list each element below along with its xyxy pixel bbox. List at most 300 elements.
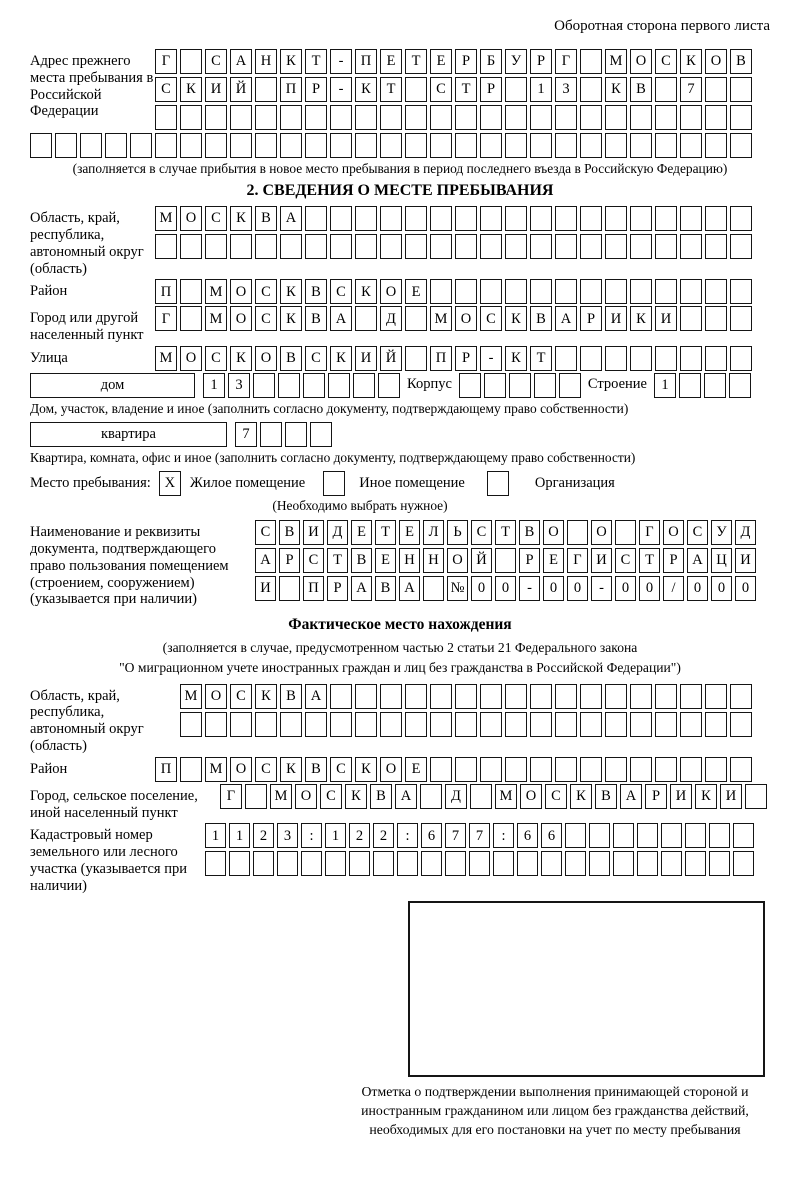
char-box[interactable]: В — [370, 784, 392, 809]
char-box[interactable] — [580, 49, 602, 74]
char-box[interactable]: А — [687, 548, 708, 573]
char-box[interactable] — [680, 346, 702, 371]
char-box[interactable] — [729, 373, 751, 398]
char-box[interactable] — [305, 206, 327, 231]
char-box[interactable] — [455, 133, 477, 158]
char-box[interactable] — [480, 712, 502, 737]
char-box[interactable]: С — [320, 784, 342, 809]
char-box[interactable]: И — [355, 346, 377, 371]
char-box[interactable]: К — [255, 684, 277, 709]
char-box[interactable] — [205, 851, 226, 876]
char-box[interactable]: 2 — [373, 823, 394, 848]
char-box[interactable]: : — [301, 823, 322, 848]
char-box[interactable] — [655, 757, 677, 782]
char-box[interactable] — [255, 133, 277, 158]
char-box[interactable] — [455, 206, 477, 231]
char-box[interactable] — [630, 279, 652, 304]
char-box[interactable] — [505, 279, 527, 304]
char-box[interactable] — [495, 548, 516, 573]
char-box[interactable] — [630, 684, 652, 709]
char-box[interactable] — [505, 757, 527, 782]
char-box[interactable]: М — [155, 206, 177, 231]
char-box[interactable]: С — [471, 520, 492, 545]
char-box[interactable] — [580, 234, 602, 259]
char-box[interactable] — [580, 77, 602, 102]
char-box[interactable] — [613, 851, 634, 876]
char-box[interactable] — [505, 206, 527, 231]
char-box[interactable] — [555, 234, 577, 259]
char-box[interactable] — [589, 823, 610, 848]
char-box[interactable] — [430, 234, 452, 259]
char-box[interactable]: С — [255, 279, 277, 304]
char-box[interactable] — [278, 373, 300, 398]
char-box[interactable] — [353, 373, 375, 398]
char-box[interactable] — [705, 279, 727, 304]
char-box[interactable] — [730, 234, 752, 259]
char-box[interactable] — [455, 234, 477, 259]
char-box[interactable]: 7 — [235, 422, 257, 447]
char-box[interactable] — [180, 757, 202, 782]
char-box[interactable]: : — [397, 823, 418, 848]
char-box[interactable]: С — [205, 49, 227, 74]
char-box[interactable]: П — [355, 49, 377, 74]
char-box[interactable] — [655, 105, 677, 130]
char-box[interactable]: П — [303, 576, 324, 601]
char-box[interactable] — [555, 133, 577, 158]
char-box[interactable]: Г — [555, 49, 577, 74]
char-box[interactable]: Р — [279, 548, 300, 573]
char-box[interactable] — [733, 823, 754, 848]
char-box[interactable]: М — [205, 279, 227, 304]
char-box[interactable]: Д — [327, 520, 348, 545]
char-box[interactable]: К — [680, 49, 702, 74]
char-box[interactable] — [253, 373, 275, 398]
char-box[interactable] — [580, 346, 602, 371]
char-box[interactable] — [180, 279, 202, 304]
char-box[interactable] — [330, 206, 352, 231]
char-box[interactable]: О — [447, 548, 468, 573]
char-box[interactable]: О — [380, 279, 402, 304]
char-box[interactable]: И — [205, 77, 227, 102]
char-box[interactable] — [480, 133, 502, 158]
char-box[interactable]: Р — [645, 784, 667, 809]
char-box[interactable] — [730, 306, 752, 331]
char-box[interactable] — [505, 77, 527, 102]
char-box[interactable]: - — [330, 77, 352, 102]
char-box[interactable]: У — [711, 520, 732, 545]
char-box[interactable]: Т — [380, 77, 402, 102]
char-box[interactable] — [255, 77, 277, 102]
char-box[interactable]: 0 — [615, 576, 636, 601]
char-box[interactable] — [605, 206, 627, 231]
char-box[interactable] — [355, 105, 377, 130]
char-box[interactable] — [730, 77, 752, 102]
char-box[interactable] — [530, 133, 552, 158]
char-box[interactable]: А — [395, 784, 417, 809]
char-box[interactable] — [655, 133, 677, 158]
char-box[interactable]: Т — [639, 548, 660, 573]
char-box[interactable]: 3 — [555, 77, 577, 102]
char-box[interactable] — [680, 712, 702, 737]
char-box[interactable]: И — [735, 548, 756, 573]
char-box[interactable]: К — [605, 77, 627, 102]
char-box[interactable] — [355, 133, 377, 158]
house-type-box[interactable]: дом — [30, 373, 195, 398]
char-box[interactable] — [541, 851, 562, 876]
char-box[interactable] — [230, 133, 252, 158]
char-box[interactable]: К — [505, 346, 527, 371]
char-box[interactable]: : — [493, 823, 514, 848]
char-box[interactable] — [328, 373, 350, 398]
char-box[interactable]: У — [505, 49, 527, 74]
char-box[interactable] — [480, 279, 502, 304]
char-box[interactable] — [530, 234, 552, 259]
char-box[interactable]: М — [205, 757, 227, 782]
char-box[interactable]: Е — [375, 548, 396, 573]
char-box[interactable]: К — [355, 77, 377, 102]
char-box[interactable]: Р — [663, 548, 684, 573]
char-box[interactable]: К — [180, 77, 202, 102]
char-box[interactable] — [480, 206, 502, 231]
char-box[interactable] — [555, 346, 577, 371]
char-box[interactable] — [430, 279, 452, 304]
char-box[interactable] — [423, 576, 444, 601]
char-box[interactable]: - — [519, 576, 540, 601]
char-box[interactable] — [567, 520, 588, 545]
char-box[interactable] — [709, 823, 730, 848]
char-box[interactable] — [555, 206, 577, 231]
char-box[interactable]: В — [255, 206, 277, 231]
char-box[interactable]: Т — [495, 520, 516, 545]
char-box[interactable] — [745, 784, 767, 809]
char-box[interactable] — [655, 77, 677, 102]
char-box[interactable] — [630, 712, 652, 737]
char-box[interactable]: О — [630, 49, 652, 74]
char-box[interactable] — [330, 105, 352, 130]
char-box[interactable]: - — [330, 49, 352, 74]
char-box[interactable]: К — [280, 49, 302, 74]
char-box[interactable] — [280, 133, 302, 158]
char-box[interactable]: К — [630, 306, 652, 331]
char-box[interactable]: 0 — [543, 576, 564, 601]
char-box[interactable] — [530, 206, 552, 231]
char-box[interactable]: В — [280, 684, 302, 709]
char-box[interactable]: К — [230, 206, 252, 231]
char-box[interactable] — [705, 206, 727, 231]
char-box[interactable] — [685, 823, 706, 848]
char-box[interactable]: И — [655, 306, 677, 331]
char-box[interactable]: К — [345, 784, 367, 809]
char-box[interactable]: Й — [380, 346, 402, 371]
char-box[interactable] — [680, 105, 702, 130]
char-box[interactable]: Ь — [447, 520, 468, 545]
char-box[interactable]: С — [155, 77, 177, 102]
char-box[interactable] — [405, 206, 427, 231]
char-box[interactable] — [480, 234, 502, 259]
char-box[interactable]: С — [230, 684, 252, 709]
char-box[interactable]: И — [670, 784, 692, 809]
char-box[interactable] — [301, 851, 322, 876]
char-box[interactable] — [505, 105, 527, 130]
char-box[interactable] — [253, 851, 274, 876]
char-box[interactable] — [704, 373, 726, 398]
char-box[interactable]: О — [663, 520, 684, 545]
char-box[interactable] — [661, 851, 682, 876]
char-box[interactable] — [661, 823, 682, 848]
char-box[interactable] — [405, 105, 427, 130]
char-box[interactable] — [305, 712, 327, 737]
char-box[interactable] — [180, 234, 202, 259]
char-box[interactable] — [405, 684, 427, 709]
char-box[interactable]: 0 — [639, 576, 660, 601]
char-box[interactable] — [630, 346, 652, 371]
char-box[interactable]: 1 — [229, 823, 250, 848]
char-box[interactable] — [505, 712, 527, 737]
char-box[interactable]: П — [280, 77, 302, 102]
char-box[interactable] — [405, 306, 427, 331]
char-box[interactable]: М — [430, 306, 452, 331]
char-box[interactable]: М — [270, 784, 292, 809]
char-box[interactable] — [30, 133, 52, 158]
char-box[interactable] — [430, 684, 452, 709]
char-box[interactable] — [155, 105, 177, 130]
char-box[interactable] — [580, 279, 602, 304]
char-box[interactable]: А — [255, 548, 276, 573]
char-box[interactable]: С — [655, 49, 677, 74]
char-box[interactable]: Р — [480, 77, 502, 102]
char-box[interactable] — [509, 373, 531, 398]
char-box[interactable] — [205, 234, 227, 259]
char-box[interactable] — [430, 105, 452, 130]
char-box[interactable] — [355, 684, 377, 709]
char-box[interactable] — [680, 306, 702, 331]
char-box[interactable] — [655, 712, 677, 737]
char-box[interactable]: В — [305, 306, 327, 331]
char-box[interactable] — [730, 105, 752, 130]
apartment-type-box[interactable]: квартира — [30, 422, 227, 447]
char-box[interactable]: К — [355, 757, 377, 782]
char-box[interactable]: 0 — [495, 576, 516, 601]
char-box[interactable] — [530, 105, 552, 130]
char-box[interactable] — [180, 306, 202, 331]
char-box[interactable] — [605, 712, 627, 737]
char-box[interactable]: С — [205, 206, 227, 231]
char-box[interactable] — [277, 851, 298, 876]
char-box[interactable] — [310, 422, 332, 447]
char-box[interactable] — [530, 684, 552, 709]
char-box[interactable] — [405, 346, 427, 371]
char-box[interactable] — [380, 206, 402, 231]
char-box[interactable]: А — [280, 206, 302, 231]
char-box[interactable] — [420, 784, 442, 809]
char-box[interactable] — [705, 234, 727, 259]
char-box[interactable] — [305, 234, 327, 259]
char-box[interactable] — [534, 373, 556, 398]
char-box[interactable] — [655, 234, 677, 259]
char-box[interactable]: Т — [405, 49, 427, 74]
char-box[interactable]: 3 — [228, 373, 250, 398]
char-box[interactable] — [484, 373, 506, 398]
char-box[interactable]: О — [543, 520, 564, 545]
char-box[interactable]: Й — [230, 77, 252, 102]
char-box[interactable] — [230, 234, 252, 259]
char-box[interactable]: 1 — [530, 77, 552, 102]
char-box[interactable]: 0 — [567, 576, 588, 601]
char-box[interactable]: К — [280, 306, 302, 331]
char-box[interactable] — [405, 712, 427, 737]
char-box[interactable]: Е — [405, 757, 427, 782]
char-box[interactable] — [605, 234, 627, 259]
char-box[interactable]: О — [230, 757, 252, 782]
char-box[interactable] — [705, 346, 727, 371]
char-box[interactable]: О — [205, 684, 227, 709]
char-box[interactable] — [323, 471, 345, 496]
char-box[interactable]: С — [255, 757, 277, 782]
char-box[interactable]: 7 — [469, 823, 490, 848]
char-box[interactable]: 6 — [541, 823, 562, 848]
char-box[interactable]: П — [155, 757, 177, 782]
char-box[interactable]: И — [591, 548, 612, 573]
char-box[interactable] — [430, 133, 452, 158]
char-box[interactable]: О — [455, 306, 477, 331]
char-box[interactable] — [580, 133, 602, 158]
char-box[interactable]: 3 — [277, 823, 298, 848]
char-box[interactable] — [615, 520, 636, 545]
char-box[interactable] — [397, 851, 418, 876]
char-box[interactable] — [303, 373, 325, 398]
char-box[interactable] — [705, 105, 727, 130]
char-box[interactable] — [205, 712, 227, 737]
char-box[interactable]: С — [255, 306, 277, 331]
char-box[interactable] — [555, 712, 577, 737]
char-box[interactable]: Р — [530, 49, 552, 74]
char-box[interactable] — [493, 851, 514, 876]
char-box[interactable] — [325, 851, 346, 876]
char-box[interactable] — [421, 851, 442, 876]
char-box[interactable]: А — [305, 684, 327, 709]
char-box[interactable]: М — [180, 684, 202, 709]
char-box[interactable]: 2 — [349, 823, 370, 848]
char-box[interactable]: - — [480, 346, 502, 371]
char-box[interactable]: О — [180, 346, 202, 371]
char-box[interactable]: В — [519, 520, 540, 545]
char-box[interactable]: С — [615, 548, 636, 573]
char-box[interactable]: И — [303, 520, 324, 545]
char-box[interactable]: А — [399, 576, 420, 601]
char-box[interactable]: Й — [471, 548, 492, 573]
char-box[interactable] — [455, 757, 477, 782]
char-box[interactable]: Р — [455, 49, 477, 74]
char-box[interactable]: И — [720, 784, 742, 809]
char-box[interactable]: С — [330, 757, 352, 782]
char-box[interactable] — [580, 206, 602, 231]
char-box[interactable]: К — [330, 346, 352, 371]
char-box[interactable] — [605, 684, 627, 709]
char-box[interactable] — [355, 306, 377, 331]
char-box[interactable] — [255, 712, 277, 737]
char-box[interactable] — [555, 105, 577, 130]
char-box[interactable]: 0 — [711, 576, 732, 601]
char-box[interactable] — [637, 851, 658, 876]
char-box[interactable] — [330, 234, 352, 259]
char-box[interactable]: № — [447, 576, 468, 601]
char-box[interactable]: Г — [639, 520, 660, 545]
char-box[interactable] — [445, 851, 466, 876]
char-box[interactable] — [355, 712, 377, 737]
char-box[interactable] — [555, 279, 577, 304]
char-box[interactable]: Г — [567, 548, 588, 573]
char-box[interactable] — [355, 206, 377, 231]
char-box[interactable] — [680, 757, 702, 782]
char-box[interactable] — [180, 105, 202, 130]
char-box[interactable]: Т — [375, 520, 396, 545]
char-box[interactable] — [655, 684, 677, 709]
char-box[interactable]: Л — [423, 520, 444, 545]
char-box[interactable]: 7 — [680, 77, 702, 102]
char-box[interactable]: Ц — [711, 548, 732, 573]
char-box[interactable]: Д — [735, 520, 756, 545]
char-box[interactable] — [487, 471, 509, 496]
char-box[interactable] — [180, 49, 202, 74]
char-box[interactable]: А — [351, 576, 372, 601]
char-box[interactable]: К — [695, 784, 717, 809]
char-box[interactable] — [705, 757, 727, 782]
char-box[interactable]: О — [520, 784, 542, 809]
char-box[interactable]: 0 — [687, 576, 708, 601]
char-box[interactable]: Е — [430, 49, 452, 74]
char-box[interactable] — [705, 306, 727, 331]
char-box[interactable] — [505, 684, 527, 709]
char-box[interactable] — [380, 684, 402, 709]
char-box[interactable]: О — [705, 49, 727, 74]
char-box[interactable]: М — [495, 784, 517, 809]
char-box[interactable]: / — [663, 576, 684, 601]
char-box[interactable]: В — [305, 279, 327, 304]
char-box[interactable]: К — [280, 279, 302, 304]
char-box[interactable] — [555, 757, 577, 782]
char-box[interactable]: Г — [155, 306, 177, 331]
char-box[interactable]: Е — [399, 520, 420, 545]
char-box[interactable]: X — [159, 471, 181, 496]
char-box[interactable] — [555, 684, 577, 709]
char-box[interactable] — [205, 105, 227, 130]
char-box[interactable] — [180, 712, 202, 737]
char-box[interactable]: П — [155, 279, 177, 304]
char-box[interactable] — [280, 712, 302, 737]
char-box[interactable]: Г — [220, 784, 242, 809]
char-box[interactable] — [630, 206, 652, 231]
char-box[interactable]: 6 — [517, 823, 538, 848]
char-box[interactable]: С — [330, 279, 352, 304]
char-box[interactable] — [630, 757, 652, 782]
char-box[interactable] — [637, 823, 658, 848]
char-box[interactable] — [378, 373, 400, 398]
char-box[interactable]: Е — [380, 49, 402, 74]
char-box[interactable]: С — [430, 77, 452, 102]
char-box[interactable]: Р — [455, 346, 477, 371]
char-box[interactable]: А — [555, 306, 577, 331]
char-box[interactable] — [559, 373, 581, 398]
char-box[interactable] — [705, 712, 727, 737]
char-box[interactable] — [730, 712, 752, 737]
char-box[interactable]: А — [330, 306, 352, 331]
char-box[interactable] — [405, 77, 427, 102]
char-box[interactable]: - — [591, 576, 612, 601]
char-box[interactable] — [230, 105, 252, 130]
char-box[interactable] — [655, 206, 677, 231]
char-box[interactable]: 1 — [205, 823, 226, 848]
char-box[interactable] — [245, 784, 267, 809]
